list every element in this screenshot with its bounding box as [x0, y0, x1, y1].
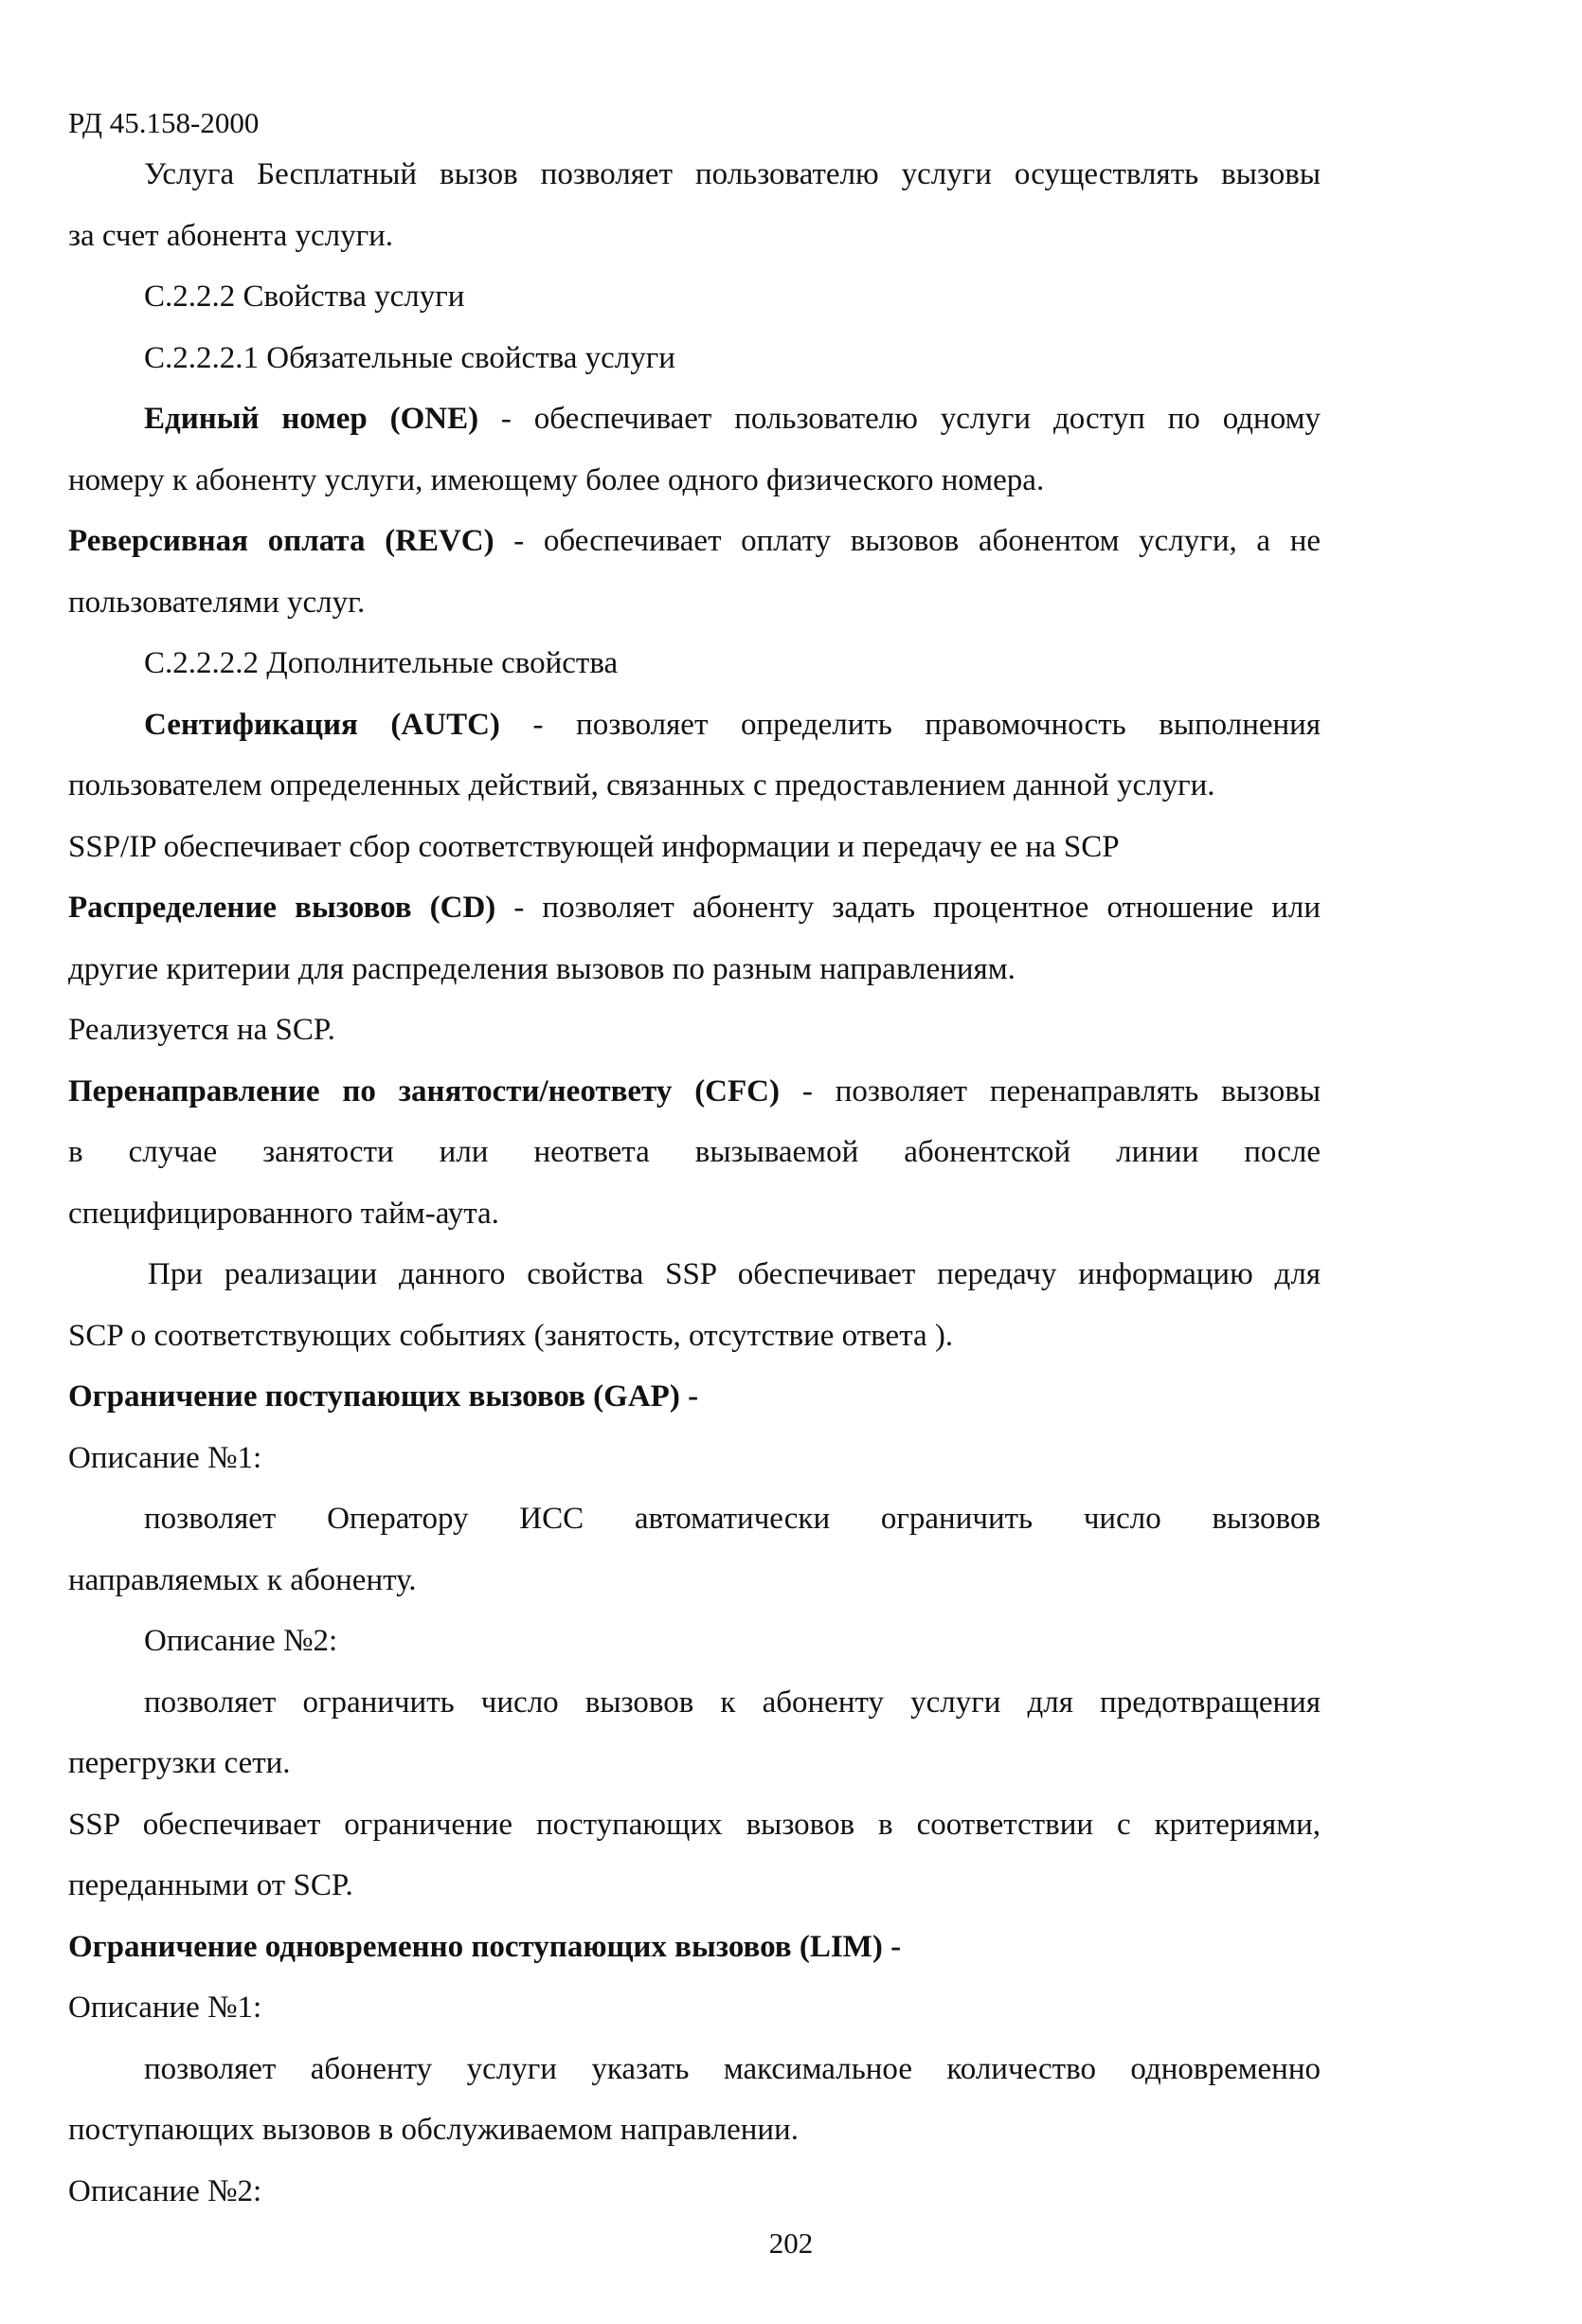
section-heading: С.2.2.2.1 Обязательные свойства услуги	[144, 340, 675, 375]
term-cd: Распределение вызовов (CD)	[68, 891, 496, 925]
section-heading: С.2.2.2.2 Дополнительные свойства	[144, 646, 619, 680]
term-revc: Реверсивная оплата (REVC)	[68, 524, 494, 558]
definition-autc	[68, 694, 1321, 756]
gap-title: Ограничение поступающих вызовов (GAP) -	[68, 1379, 699, 1414]
definition-text: - позволяет абоненту задать процентное отношение или	[495, 891, 1321, 925]
document-body	[68, 104, 1321, 2222]
text-line: пользователями услуг.	[68, 585, 366, 620]
definition-revc	[68, 511, 1321, 572]
definition-cd	[68, 877, 1321, 939]
section-heading: С.2.2.2 Свойства услуги	[144, 279, 465, 314]
text-line: позволяет Оператору ИСС автоматически ограничить число вызовов	[144, 1502, 1321, 1536]
definition-one	[68, 388, 1321, 450]
text-line: перегрузки сети.	[68, 1746, 291, 1780]
definition-text: - обеспечивает пользователю услуги доступ по одному	[478, 402, 1321, 436]
text-line: позволяет абоненту услуги указать максимальное количество одновременно	[144, 2051, 1321, 2086]
text-line: за счет абонента услуги.	[68, 218, 394, 253]
description-label: Описание №2:	[144, 1624, 338, 1658]
text-line: При реализации данного свойства SSP обеспечивает передачу информацию для	[148, 1257, 1321, 1291]
definition-text: - позволяет определить правомочность выполнения	[499, 707, 1321, 742]
text-line: направляемых к абоненту.	[68, 1562, 417, 1597]
description-label: Описание №1:	[68, 1991, 262, 2025]
term-autc: Сентификация (AUTC)	[144, 707, 500, 742]
text-line: номеру к абоненту услуги, имеющему более одного физического номера.	[68, 462, 1045, 497]
lim-title: Ограничение одновременно поступающих вызовов (LIM) -	[68, 1929, 902, 1964]
document-code: РД 45.158-2000	[68, 106, 260, 139]
text-line: переданными от SCP.	[68, 1868, 353, 1902]
description-label: Описание №2:	[68, 2173, 262, 2208]
text-line: SCP о соответствующих событиях (занятость, отсутствие ответа ).	[68, 1318, 954, 1353]
text-line: пользователем определенных действий, связанных с предоставлением данной услуги.	[68, 768, 1215, 802]
term-one: Единый номер (ONE)	[144, 402, 479, 436]
text-line: Услуга Бесплатный вызов позволяет пользователю услуги осуществлять вызовы	[144, 157, 1321, 191]
text-line: в случае занятости или неответа вызываемой абонентской линии после	[68, 1135, 1321, 1169]
page-number: 202	[768, 2226, 814, 2260]
definition-cfc	[68, 1061, 1321, 1123]
term-cfc: Перенаправление по занятости/неответу (CFC)	[68, 1073, 780, 1108]
text-line: другие критерии для распределения вызовов по разным направлениям.	[68, 951, 1016, 986]
definition-text: - позволяет перенаправлять вызовы	[780, 1073, 1321, 1108]
text-line: Реализуется на SCP.	[68, 1013, 335, 1047]
description-label: Описание №1:	[68, 1440, 262, 1475]
text-line: специфицированного тайм-аута.	[68, 1196, 499, 1231]
text-line: SSP обеспечивает ограничение поступающих вызовов в соответствии с критериями,	[68, 1807, 1321, 1842]
text-line: поступающих вызовов в обслуживаемом направлении.	[68, 2113, 799, 2147]
text-line: SSP/IP обеспечивает сбор соответствующей информации и передачу ее на SCP	[68, 829, 1120, 864]
definition-text: - обеспечивает оплату вызовов абонентом услуги, а не	[494, 524, 1321, 558]
text-line: позволяет ограничить число вызовов к абоненту услуги для предотвращения	[144, 1684, 1321, 1720]
